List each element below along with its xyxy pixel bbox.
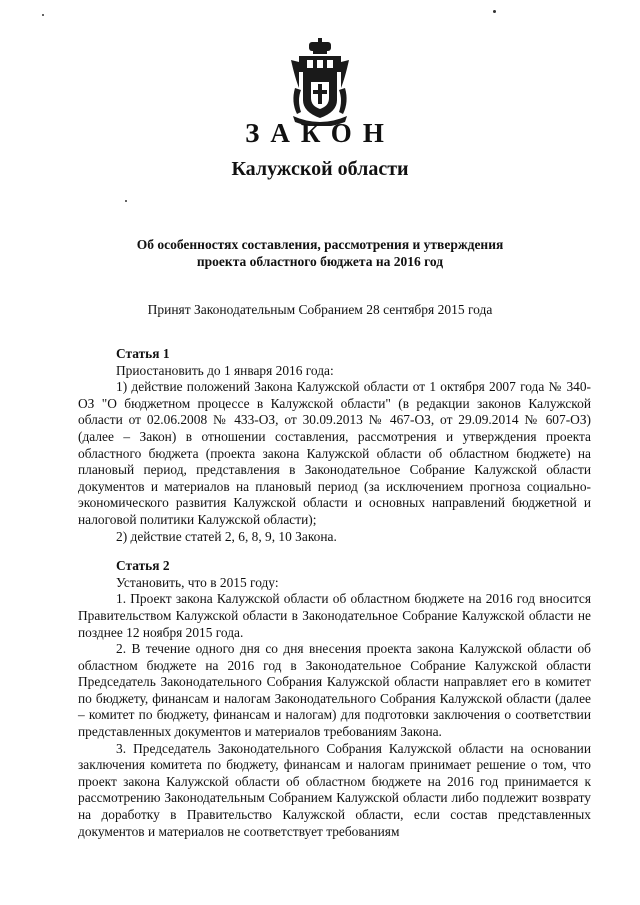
paragraph: 2) действие статей 2, 6, 8, 9, 10 Закона. (116, 528, 337, 544)
paragraph: 2. В течение одного дня со дня внесения проекта закона Калужской области об областном бюджете на 2016 год в Законодательное Собрание Калужской области Председатель Законодательного Собрания Калужской области направляет его в комитет по бюджету, финансам и налогам Законодательного Собрания Калужской области (далее – комитет по бюджету, финансам и налогам) для подготовки заключения о соответствии представленных документов и материалов требованиям Закона. (78, 641, 591, 740)
law-heading-line: проекта областного бюджета на 2016 год (196, 254, 444, 269)
paragraph: 1. Проект закона Калужской области об областном бюджете на 2016 год вносится Правительством Калужской области в Законодательное Собрание Калужской области не позднее 12 ноября 2015 года. (78, 591, 591, 640)
coat-of-arms-icon (289, 38, 351, 126)
document-body (78, 346, 591, 840)
article-1-title: Статья 1 (116, 346, 170, 361)
document-subtitle: Калужской области (231, 158, 409, 180)
law-heading (60, 236, 580, 270)
adoption-date-line: Принят Законодательным Собранием 28 сентября 2015 года (147, 302, 493, 317)
article-2-title: Статья 2 (116, 558, 170, 574)
paragraph: Приостановить до 1 января 2016 года: (116, 362, 334, 378)
paragraph: Установить, что в 2015 году: (116, 574, 279, 590)
scan-speck (125, 200, 127, 202)
paragraph: 1) действие положений Закона Калужской области от 1 октября 2007 года № 340-ОЗ "О бюджетном процессе в Калужской области" (в редакции законов Калужской области от 02.06.2008 № 433-ОЗ, от 30.09.2013 № 467-ОЗ, от 29.09.2014 № 607-ОЗ) (далее – Закон) в отношении составления, рассмотрения и утверждения проекта областного бюджета (проекта закона Калужской области об областном бюджете) на плановый период, представления в Законодательное Собрание Калужской области документов и материалов на плановый период (за исключением прогноза социально-экономического развития Калужской области и основных направлений бюджетной и налоговой политики Калужской области); (78, 379, 591, 527)
scan-speck (493, 10, 496, 13)
scan-speck (42, 14, 44, 16)
law-heading-line: Об особенностях составления, рассмотрения и утверждения (136, 237, 504, 252)
spacer (78, 545, 591, 558)
document-title: ЗАКОН (245, 118, 395, 148)
paragraph: 3. Председатель Законодательного Собрания Калужской области на основании заключения комитета по бюджету, финансам и налогам принимает решение о том, что проект закона Калужской области об областном бюджете на 2016 год принимается к рассмотрению Законодательным Собранием Калужской области либо подлежит возврату на доработку в Правительство Калужской области, если состав представленных документов и материалов не соответствует требованиям (78, 740, 591, 839)
